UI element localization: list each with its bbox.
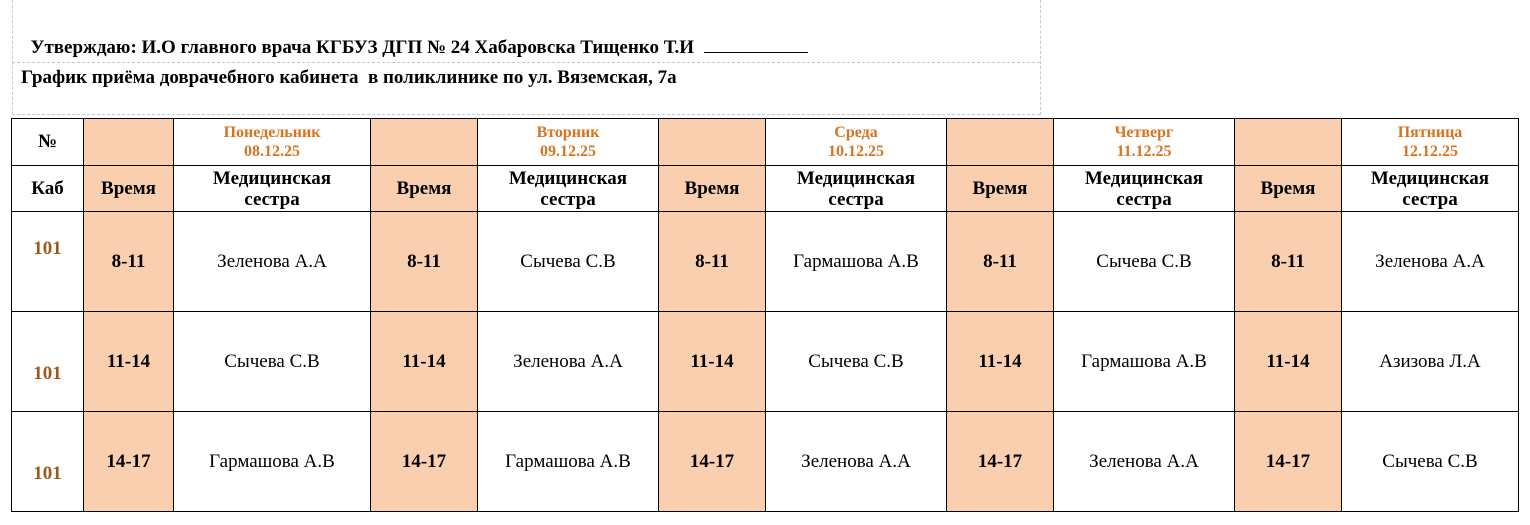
time-header: Время — [371, 166, 478, 212]
nurse-cell: Сычева С.В — [1054, 212, 1235, 312]
time-cell: 11-14 — [84, 312, 174, 412]
nurse-header — [1342, 166, 1519, 212]
nurse-cell: Гармашова А.В — [174, 412, 371, 512]
time-cell: 8-11 — [84, 212, 174, 312]
nurse-header-line1: Медицинская — [1370, 167, 1490, 189]
time-header: Время — [947, 166, 1054, 212]
day-name: Вторник — [536, 124, 600, 141]
nurse-header-line1: Медицинская — [796, 167, 916, 189]
nurse-header — [766, 166, 947, 212]
time-cell: 8-11 — [1235, 212, 1342, 312]
time-cell: 14-17 — [371, 412, 478, 512]
nurse-cell: Зеленова А.А — [1342, 212, 1519, 312]
nurse-cell: Сычева С.В — [1342, 412, 1519, 512]
nurse-header-line1: Медицинская — [212, 167, 332, 189]
time-cell: 11-14 — [947, 312, 1054, 412]
day-header-row — [12, 119, 1519, 166]
room-cell — [12, 412, 84, 512]
approval-line — [21, 15, 808, 59]
time-header: Время — [1235, 166, 1342, 212]
time-spacer-cell — [1235, 119, 1342, 166]
table-row — [12, 412, 1519, 512]
room-header: Каб — [12, 166, 84, 212]
nurse-header-line1: Медицинская — [508, 167, 628, 189]
time-cell: 8-11 — [659, 212, 766, 312]
nurse-cell: Зеленова А.А — [174, 212, 371, 312]
day-date: 09.12.25 — [540, 143, 596, 160]
time-spacer-cell — [659, 119, 766, 166]
time-cell: 14-17 — [1235, 412, 1342, 512]
day-date: 11.12.25 — [1116, 143, 1172, 160]
nurse-header-line1: Медицинская — [1084, 167, 1204, 189]
approval-text: Утверждаю: И.О главного врача КГБУЗ ДГП № 24 Хабаровска Тищенко Т.И — [30, 37, 695, 58]
day-date: 08.12.25 — [244, 143, 300, 160]
nurse-header-line2: сестра — [828, 188, 884, 210]
day-date: 10.12.25 — [828, 143, 884, 160]
page-guide — [12, 62, 1040, 63]
page-guide — [1040, 0, 1041, 115]
nurse-cell: Гармашова А.В — [478, 412, 659, 512]
nurse-header — [174, 166, 371, 212]
page-guide — [12, 0, 13, 115]
time-cell: 11-14 — [371, 312, 478, 412]
day-header-thu — [1054, 119, 1235, 166]
day-header-mon — [174, 119, 371, 166]
nurse-header-line2: сестра — [1402, 188, 1458, 210]
day-name: Среда — [834, 124, 878, 141]
time-cell: 14-17 — [659, 412, 766, 512]
page-title: График приёма доврачебного кабинета в поликлинике по ул. Вяземская, 7а — [21, 67, 677, 88]
nurse-cell: Азизова Л.А — [1342, 312, 1519, 412]
table-row — [12, 212, 1519, 312]
day-name: Пятница — [1397, 124, 1463, 141]
day-date: 12.12.25 — [1402, 143, 1458, 160]
time-cell: 11-14 — [659, 312, 766, 412]
room-cell — [12, 312, 84, 412]
nurse-header-line2: сестра — [1116, 188, 1172, 210]
time-cell: 14-17 — [947, 412, 1054, 512]
room-number: 101 — [33, 237, 62, 259]
page-guide — [12, 114, 1040, 115]
table-row — [12, 312, 1519, 412]
time-header: Время — [84, 166, 174, 212]
nurse-cell: Сычева С.В — [478, 212, 659, 312]
room-cell — [12, 212, 84, 312]
day-name: Четверг — [1114, 124, 1174, 141]
nurse-header — [478, 166, 659, 212]
signature-line — [704, 51, 808, 53]
nurse-header-line2: сестра — [540, 188, 596, 210]
nurse-cell: Зеленова А.А — [478, 312, 659, 412]
time-cell: 14-17 — [84, 412, 174, 512]
time-spacer-cell — [947, 119, 1054, 166]
nurse-cell: Гармашова А.В — [1054, 312, 1235, 412]
time-spacer-cell — [371, 119, 478, 166]
num-header: № — [12, 119, 84, 166]
nurse-cell: Сычева С.В — [174, 312, 371, 412]
room-number: 101 — [33, 362, 62, 384]
time-cell: 11-14 — [1235, 312, 1342, 412]
time-spacer-cell — [84, 119, 174, 166]
day-header-tue — [478, 119, 659, 166]
nurse-cell: Зеленова А.А — [1054, 412, 1235, 512]
nurse-cell: Гармашова А.В — [766, 212, 947, 312]
nurse-cell: Зеленова А.А — [766, 412, 947, 512]
day-header-wed — [766, 119, 947, 166]
time-header: Время — [659, 166, 766, 212]
nurse-header — [1054, 166, 1235, 212]
schedule-table — [11, 118, 1519, 512]
column-header-row — [12, 166, 1519, 212]
nurse-cell: Сычева С.В — [766, 312, 947, 412]
time-cell: 8-11 — [947, 212, 1054, 312]
room-number: 101 — [33, 462, 62, 484]
day-name: Понедельник — [223, 124, 321, 141]
nurse-header-line2: сестра — [244, 188, 300, 210]
time-cell: 8-11 — [371, 212, 478, 312]
day-header-fri — [1342, 119, 1519, 166]
